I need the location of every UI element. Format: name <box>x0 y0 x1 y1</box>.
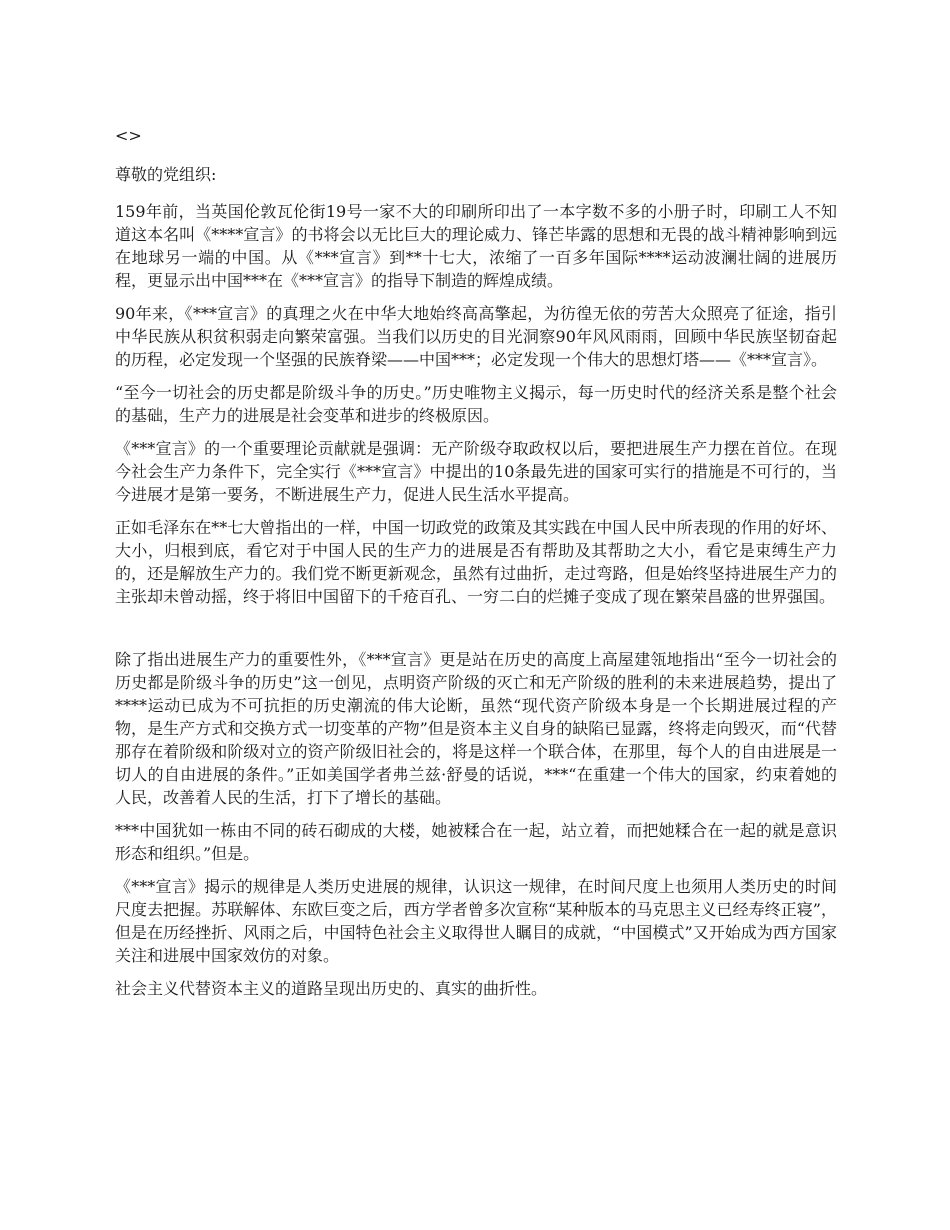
paragraph-7: ***中国犹如一栋由不同的砖石砌成的大楼，她被糅合在一起，站立着，而把她糅合在一起的就是意识形态和组织。”但是。 <box>115 821 837 863</box>
paragraph-2: 90年来，《***宣言》的真理之火在中华大地始终高高擎起，为彷徨无依的劳苦大众照亮了征途，指引中华民族从积贫积弱走向繁荣富强。当我们以历史的目光洞察90年风风雨雨，回顾中华民族坚韧奋起的历程，必定发现一个坚强的民族脊梁——中国***；必定发现一个伟大的思想灯塔——《***宣言》。 <box>115 304 837 369</box>
paragraph-6: 除了指出进展生产力的重要性外，《***宣言》更是站在历史的高度上高屋建瓴地指出“至今一切社会的历史都是阶级斗争的历史”这一创见，点明资产阶级的灭亡和无产阶级的胜利的未来进展趋势，提出了****运动已成为不可抗拒的历史潮流的伟大论断，虽然“现代资产阶级本身是一个长期进展过程的产物，是生产方式和交换方式一切变革的产物”但是资本主义自身的缺陷已显露，终将走向毁灭，而“代替那存在着阶级和阶级对立的资产阶级旧社会的，将是这样一个联合体，在那里，每个人的自由进展是一切人的自由进展的条件。”正如美国学者弗兰兹·舒曼的话说，***“在重建一个伟大的国家，约束着她的人民，改善着人民的生活，打下了增长的基础。 <box>115 650 837 807</box>
section-gap <box>115 618 837 648</box>
paragraph-4: 《***宣言》的一个重要理论贡献就是强调：无产阶级夺取政权以后，要把进展生产力摆在首位。在现今社会生产力条件下，完全实行《***宣言》中提出的10条最先进的国家可实行的措施是不可行的，当今进展才是第一要务，不断进展生产力，促进人民生活水平提高。 <box>115 439 837 504</box>
paragraph-5: 正如毛泽东在**七大曾指出的一样，中国一切政党的政策及其实践在中国人民中所表现的作用的好坏、大小，归根到底，看它对于中国人民的生产力的进展是否有帮助及其帮助之大小，看它是束缚生产力的，还是解放生产力的。我们党不断更新观念，虽然有过曲折，走过弯路，但是始终坚持进展生产力的主张却未曾动摇，终于将旧中国留下的千疮百孔、一穷二白的烂摊子变成了现在繁荣昌盛的世界强国。 <box>115 518 837 606</box>
document-body <box>115 124 837 1010</box>
document-marker: <> <box>115 126 142 145</box>
paragraph-3: “至今一切社会的历史都是阶级斗争的历史。”历史唯物主义揭示，每一历史时代的经济关系是整个社会的基础，生产力的进展是社会变革和进步的终极原因。 <box>115 383 837 425</box>
salutation: 尊敬的党组织: <box>115 165 217 184</box>
paragraph-1: 159年前，当英国伦敦瓦伦街19号一家不大的印刷所印出了一本字数不多的小册子时，印刷工人不知道这本名叫《****宣言》的书将会以无比巨大的理论威力、锋芒毕露的思想和无畏的战斗精神影响到远在地球另一端的中国。从《***宣言》到**十七大，浓缩了一百多年国际****运动波澜壮阔的进展历程，更显示出中国***在《***宣言》的指导下制造的辉煌成绩。 <box>115 202 837 290</box>
paragraph-8: 《***宣言》揭示的规律是人类历史进展的规律，认识这一规律，在时间尺度上也须用人类历史的时间尺度去把握。苏联解体、东欧巨变之后，西方学者曾多次宣称“某种版本的马克思主义已经寿终正寝”，但是在历经挫折、风雨之后，中国特色社会主义取得世人瞩目的成就，“中国模式”又开始成为西方国家关注和进展中国家效仿的对象。 <box>115 877 837 965</box>
paragraph-9: 社会主义代替资本主义的道路呈现出历史的、真实的曲折性。 <box>115 979 548 998</box>
